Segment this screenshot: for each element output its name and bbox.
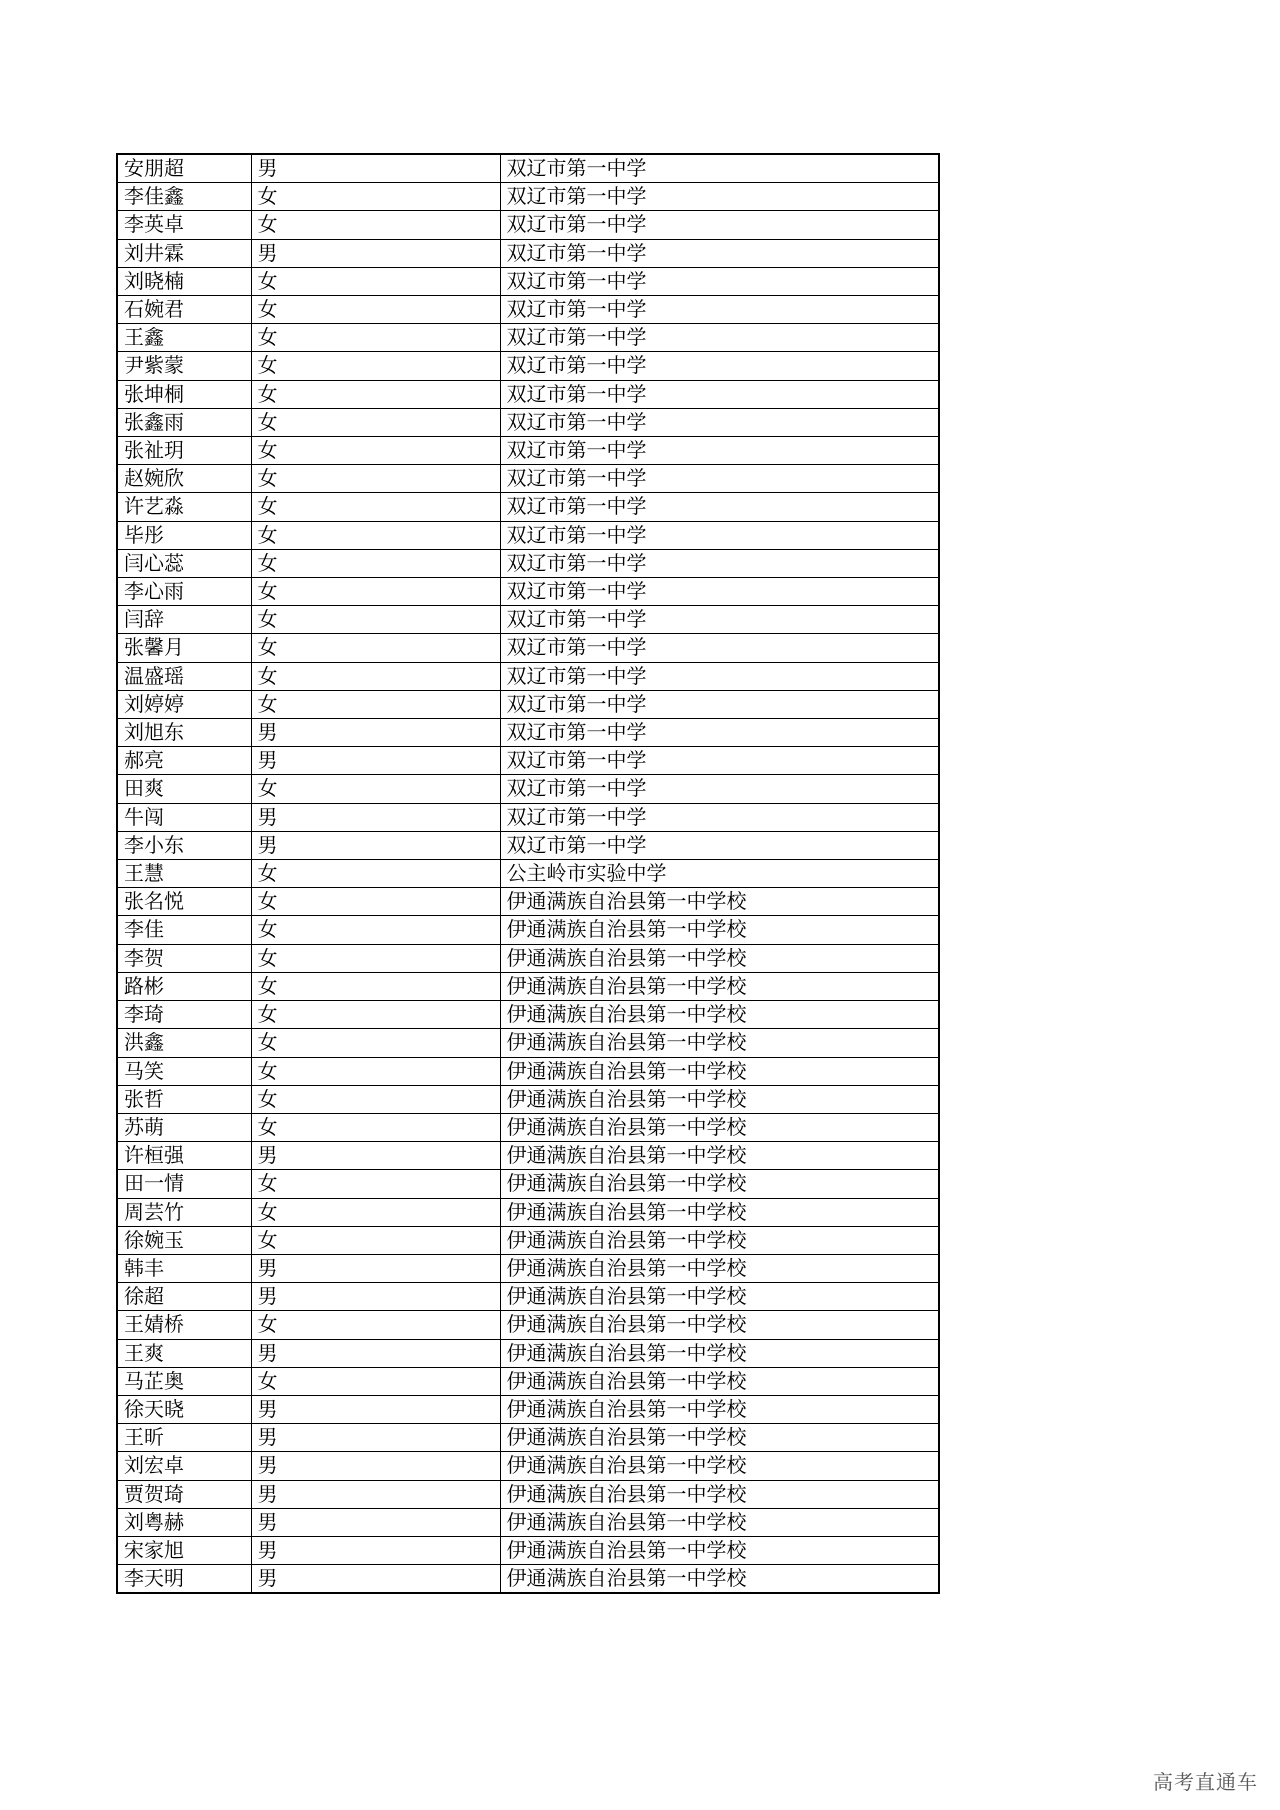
table-row — [117, 1311, 939, 1339]
school-cell: 伊通满族自治县第一中学校 — [500, 944, 939, 972]
name-cell: 李贺 — [117, 944, 251, 972]
name-cell: 郝亮 — [117, 747, 251, 775]
gender-cell: 女 — [251, 437, 500, 465]
name-cell: 王婧桥 — [117, 1311, 251, 1339]
school-cell: 公主岭市实验中学 — [500, 860, 939, 888]
gender-cell: 女 — [251, 1085, 500, 1113]
gender-cell: 女 — [251, 549, 500, 577]
name-cell: 张名悦 — [117, 888, 251, 916]
school-cell: 伊通满族自治县第一中学校 — [500, 1424, 939, 1452]
school-cell: 双辽市第一中学 — [500, 634, 939, 662]
gender-cell: 男 — [251, 719, 500, 747]
gender-cell: 女 — [251, 888, 500, 916]
table-row — [117, 1283, 939, 1311]
table-row — [117, 1226, 939, 1254]
school-cell: 伊通满族自治县第一中学校 — [500, 972, 939, 1000]
school-cell: 双辽市第一中学 — [500, 578, 939, 606]
gender-cell: 男 — [251, 1508, 500, 1536]
gender-cell: 女 — [251, 408, 500, 436]
name-cell: 安朋超 — [117, 154, 251, 183]
name-cell: 许桓强 — [117, 1142, 251, 1170]
name-cell: 毕彤 — [117, 521, 251, 549]
table-row — [117, 606, 939, 634]
table-row — [117, 1170, 939, 1198]
table-row — [117, 831, 939, 859]
table-row — [117, 549, 939, 577]
table-row — [117, 324, 939, 352]
table-row — [117, 1424, 939, 1452]
school-cell: 双辽市第一中学 — [500, 747, 939, 775]
name-cell: 徐超 — [117, 1283, 251, 1311]
name-cell: 刘婷婷 — [117, 690, 251, 718]
name-cell: 王昕 — [117, 1424, 251, 1452]
gender-cell: 男 — [251, 1283, 500, 1311]
name-cell: 韩丰 — [117, 1254, 251, 1282]
name-cell: 赵婉欣 — [117, 465, 251, 493]
table-row — [117, 719, 939, 747]
table-row — [117, 465, 939, 493]
gender-cell: 女 — [251, 1198, 500, 1226]
school-cell: 伊通满族自治县第一中学校 — [500, 1142, 939, 1170]
school-cell: 双辽市第一中学 — [500, 239, 939, 267]
table-body — [117, 154, 939, 1593]
name-cell: 田一情 — [117, 1170, 251, 1198]
gender-cell: 男 — [251, 747, 500, 775]
school-cell: 伊通满族自治县第一中学校 — [500, 1029, 939, 1057]
gender-cell: 女 — [251, 493, 500, 521]
name-cell: 闫心蕊 — [117, 549, 251, 577]
table-row — [117, 944, 939, 972]
gender-cell: 女 — [251, 578, 500, 606]
name-cell: 刘宏卓 — [117, 1452, 251, 1480]
table-row — [117, 1536, 939, 1564]
gender-cell: 女 — [251, 972, 500, 1000]
gender-cell: 女 — [251, 324, 500, 352]
school-cell: 伊通满族自治县第一中学校 — [500, 1113, 939, 1141]
name-cell: 张坤桐 — [117, 380, 251, 408]
gender-cell: 女 — [251, 183, 500, 211]
name-cell: 李琦 — [117, 1001, 251, 1029]
school-cell: 伊通满族自治县第一中学校 — [500, 1339, 939, 1367]
gender-cell: 女 — [251, 1311, 500, 1339]
table-row — [117, 662, 939, 690]
school-cell: 双辽市第一中学 — [500, 324, 939, 352]
name-cell: 张祉玥 — [117, 437, 251, 465]
gender-cell: 男 — [251, 1142, 500, 1170]
table-row — [117, 803, 939, 831]
gender-cell: 女 — [251, 211, 500, 239]
gender-cell: 女 — [251, 1001, 500, 1029]
school-cell: 双辽市第一中学 — [500, 211, 939, 239]
table-row — [117, 380, 939, 408]
table-row — [117, 1508, 939, 1536]
name-cell: 李心雨 — [117, 578, 251, 606]
table-row — [117, 239, 939, 267]
table-row — [117, 1142, 939, 1170]
table-row — [117, 972, 939, 1000]
gender-cell: 女 — [251, 1367, 500, 1395]
table-row — [117, 1198, 939, 1226]
gender-cell: 男 — [251, 1424, 500, 1452]
school-cell: 伊通满族自治县第一中学校 — [500, 1565, 939, 1594]
school-cell: 伊通满族自治县第一中学校 — [500, 1395, 939, 1423]
name-cell: 张馨月 — [117, 634, 251, 662]
gender-cell: 女 — [251, 352, 500, 380]
name-cell: 温盛瑶 — [117, 662, 251, 690]
table-row — [117, 916, 939, 944]
gender-cell: 女 — [251, 1226, 500, 1254]
school-cell: 双辽市第一中学 — [500, 380, 939, 408]
gender-cell: 女 — [251, 267, 500, 295]
gender-cell: 女 — [251, 1057, 500, 1085]
table-row — [117, 521, 939, 549]
table-row — [117, 296, 939, 324]
gender-cell: 男 — [251, 1480, 500, 1508]
school-cell: 伊通满族自治县第一中学校 — [500, 1057, 939, 1085]
gender-cell: 男 — [251, 1565, 500, 1594]
name-cell: 刘旭东 — [117, 719, 251, 747]
school-cell: 伊通满族自治县第一中学校 — [500, 1480, 939, 1508]
gender-cell: 女 — [251, 690, 500, 718]
name-cell: 王鑫 — [117, 324, 251, 352]
name-cell: 马芷奥 — [117, 1367, 251, 1395]
table-row — [117, 1085, 939, 1113]
school-cell: 伊通满族自治县第一中学校 — [500, 1508, 939, 1536]
name-cell: 李佳 — [117, 916, 251, 944]
table-row — [117, 211, 939, 239]
name-cell: 周芸竹 — [117, 1198, 251, 1226]
school-cell: 双辽市第一中学 — [500, 662, 939, 690]
school-cell: 伊通满族自治县第一中学校 — [500, 1226, 939, 1254]
watermark-text: 高考直通车 — [1153, 1770, 1258, 1794]
gender-cell: 女 — [251, 775, 500, 803]
table-row — [117, 267, 939, 295]
school-cell: 伊通满族自治县第一中学校 — [500, 1536, 939, 1564]
school-cell: 双辽市第一中学 — [500, 521, 939, 549]
name-cell: 闫辞 — [117, 606, 251, 634]
name-cell: 洪鑫 — [117, 1029, 251, 1057]
school-cell: 双辽市第一中学 — [500, 831, 939, 859]
table-row — [117, 408, 939, 436]
gender-cell: 女 — [251, 944, 500, 972]
school-cell: 伊通满族自治县第一中学校 — [500, 916, 939, 944]
name-cell: 许艺淼 — [117, 493, 251, 521]
table-row — [117, 1113, 939, 1141]
gender-cell: 女 — [251, 1029, 500, 1057]
school-cell: 伊通满族自治县第一中学校 — [500, 1198, 939, 1226]
table-row — [117, 493, 939, 521]
table-row — [117, 183, 939, 211]
school-cell: 双辽市第一中学 — [500, 719, 939, 747]
gender-cell: 女 — [251, 380, 500, 408]
table-row — [117, 634, 939, 662]
school-cell: 伊通满族自治县第一中学校 — [500, 1311, 939, 1339]
school-cell: 双辽市第一中学 — [500, 803, 939, 831]
table-row — [117, 1480, 939, 1508]
school-cell: 双辽市第一中学 — [500, 437, 939, 465]
name-cell: 徐天晓 — [117, 1395, 251, 1423]
table-row — [117, 1057, 939, 1085]
school-cell: 伊通满族自治县第一中学校 — [500, 1001, 939, 1029]
gender-cell: 女 — [251, 521, 500, 549]
gender-cell: 女 — [251, 606, 500, 634]
table-row — [117, 775, 939, 803]
name-cell: 张鑫雨 — [117, 408, 251, 436]
school-cell: 双辽市第一中学 — [500, 690, 939, 718]
gender-cell: 女 — [251, 296, 500, 324]
name-cell: 苏萌 — [117, 1113, 251, 1141]
gender-cell: 女 — [251, 1113, 500, 1141]
school-cell: 双辽市第一中学 — [500, 775, 939, 803]
name-cell: 刘井霖 — [117, 239, 251, 267]
school-cell: 伊通满族自治县第一中学校 — [500, 888, 939, 916]
gender-cell: 男 — [251, 154, 500, 183]
name-cell: 路彬 — [117, 972, 251, 1000]
name-cell: 李天明 — [117, 1565, 251, 1594]
table-row — [117, 1395, 939, 1423]
name-cell: 李小东 — [117, 831, 251, 859]
gender-cell: 女 — [251, 916, 500, 944]
gender-cell: 男 — [251, 1536, 500, 1564]
gender-cell: 男 — [251, 1452, 500, 1480]
gender-cell: 女 — [251, 465, 500, 493]
student-list-table — [116, 153, 940, 1594]
school-cell: 双辽市第一中学 — [500, 183, 939, 211]
school-cell: 双辽市第一中学 — [500, 267, 939, 295]
school-cell: 双辽市第一中学 — [500, 465, 939, 493]
table-row — [117, 1452, 939, 1480]
name-cell: 王爽 — [117, 1339, 251, 1367]
school-cell: 伊通满族自治县第一中学校 — [500, 1452, 939, 1480]
school-cell: 双辽市第一中学 — [500, 606, 939, 634]
table-row — [117, 690, 939, 718]
name-cell: 李英卓 — [117, 211, 251, 239]
gender-cell: 男 — [251, 1395, 500, 1423]
school-cell: 双辽市第一中学 — [500, 154, 939, 183]
name-cell: 石婉君 — [117, 296, 251, 324]
table-row — [117, 1339, 939, 1367]
school-cell: 伊通满族自治县第一中学校 — [500, 1170, 939, 1198]
gender-cell: 女 — [251, 662, 500, 690]
table-row — [117, 578, 939, 606]
school-cell: 双辽市第一中学 — [500, 549, 939, 577]
table-row — [117, 1001, 939, 1029]
name-cell: 徐婉玉 — [117, 1226, 251, 1254]
table-row — [117, 888, 939, 916]
gender-cell: 男 — [251, 239, 500, 267]
table-row — [117, 154, 939, 183]
gender-cell: 男 — [251, 1254, 500, 1282]
name-cell: 尹紫蒙 — [117, 352, 251, 380]
table-row — [117, 352, 939, 380]
table-row — [117, 860, 939, 888]
school-cell: 伊通满族自治县第一中学校 — [500, 1283, 939, 1311]
table-row — [117, 437, 939, 465]
name-cell: 刘晓楠 — [117, 267, 251, 295]
school-cell: 双辽市第一中学 — [500, 352, 939, 380]
name-cell: 牛闯 — [117, 803, 251, 831]
school-cell: 伊通满族自治县第一中学校 — [500, 1085, 939, 1113]
school-cell: 伊通满族自治县第一中学校 — [500, 1367, 939, 1395]
name-cell: 李佳鑫 — [117, 183, 251, 211]
table-row — [117, 747, 939, 775]
gender-cell: 男 — [251, 1339, 500, 1367]
name-cell: 贾贺琦 — [117, 1480, 251, 1508]
name-cell: 王慧 — [117, 860, 251, 888]
school-cell: 双辽市第一中学 — [500, 296, 939, 324]
gender-cell: 女 — [251, 860, 500, 888]
name-cell: 刘粤赫 — [117, 1508, 251, 1536]
table-row — [117, 1029, 939, 1057]
school-cell: 双辽市第一中学 — [500, 493, 939, 521]
name-cell: 宋家旭 — [117, 1536, 251, 1564]
school-cell: 伊通满族自治县第一中学校 — [500, 1254, 939, 1282]
table-row — [117, 1565, 939, 1594]
gender-cell: 女 — [251, 1170, 500, 1198]
table-row — [117, 1367, 939, 1395]
name-cell: 田爽 — [117, 775, 251, 803]
gender-cell: 女 — [251, 634, 500, 662]
school-cell: 双辽市第一中学 — [500, 408, 939, 436]
name-cell: 马笑 — [117, 1057, 251, 1085]
name-cell: 张哲 — [117, 1085, 251, 1113]
table-row — [117, 1254, 939, 1282]
gender-cell: 男 — [251, 831, 500, 859]
gender-cell: 男 — [251, 803, 500, 831]
